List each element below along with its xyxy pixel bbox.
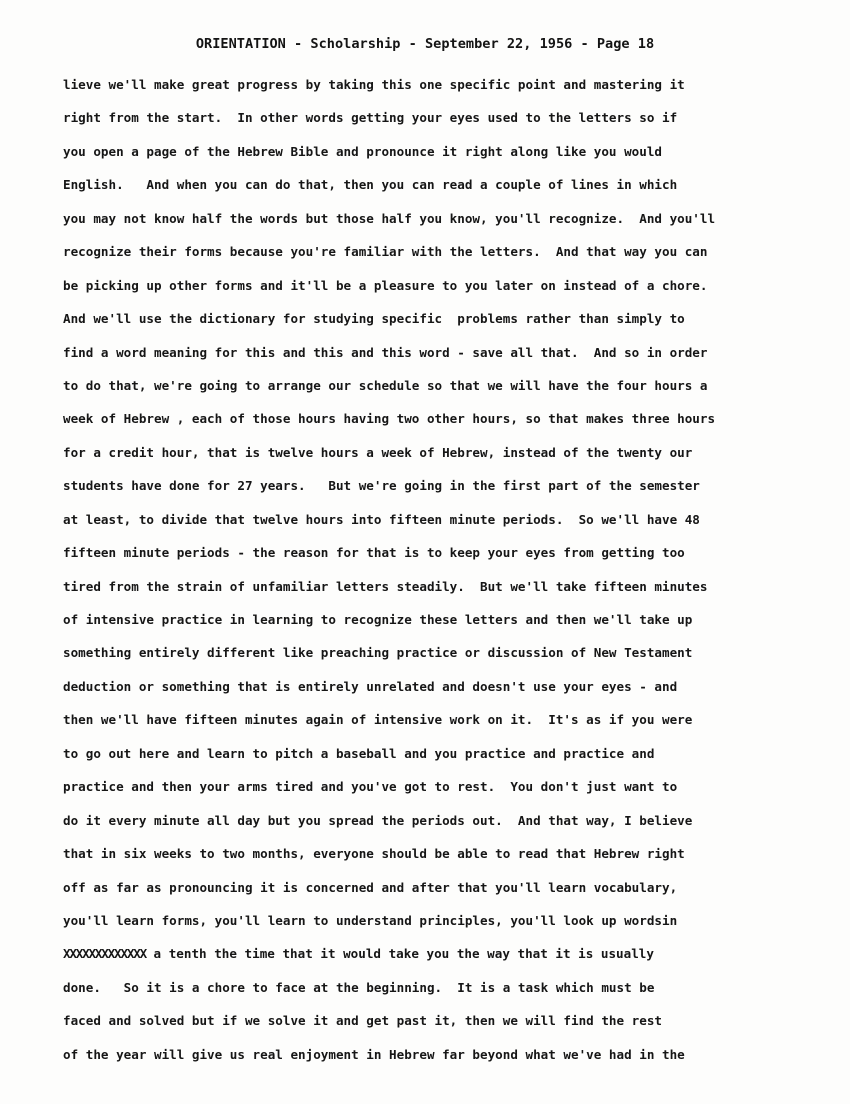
text-line-with-strikeover <box>63 937 803 970</box>
typed-strikeover: XXXXXXXXXXXXX <box>63 946 146 962</box>
text-line: right from the start. In other words getting your eyes used to the letters so if <box>63 110 678 126</box>
text-line: faced and solved but if we solve it and get past it, then we will find the rest <box>63 1013 662 1029</box>
text-line: of intensive practice in learning to recognize these letters and then we'll take up <box>63 612 693 627</box>
text-line: week of Hebrew , each of those hours having two other hours, so that makes three hours <box>63 411 716 427</box>
text-line: practice and then your arms tired and you've got to rest. You don't just want to <box>63 779 678 795</box>
text-line: And we'll use the dictionary for studying specific problems rather than simply to <box>63 311 685 327</box>
text-line: of the year will give us real enjoyment in Hebrew far beyond what we've had in the <box>63 1046 685 1062</box>
text-line: deduction or something that is entirely unrelated and doesn't use your eyes - and <box>63 678 678 694</box>
text-line: tired from the strain of unfamiliar letters steadily. But we'll take fifteen minutes <box>63 578 708 594</box>
page-header: ORIENTATION - Scholarship - September 22, 1956 - Page 18 <box>195 36 655 52</box>
text-line-continuation: a tenth the time that it would take you the way that it is usually <box>145 946 654 962</box>
text-line: English. And when you can do that, then you can read a couple of lines in which <box>63 177 678 193</box>
text-line: to do that, we're going to arrange our schedule so that we will have the four hours a <box>63 377 708 393</box>
text-line: lieve we'll make great progress by taking this one specific point and mastering it <box>63 77 685 92</box>
text-line: to go out here and learn to pitch a baseball and you practice and practice and <box>63 745 655 761</box>
text-line: you open a page of the Hebrew Bible and pronounce it right along like you would <box>63 143 662 159</box>
typed-body-text <box>63 68 803 1071</box>
text-line: do it every minute all day but you spread the periods out. And that way, I believe <box>63 812 693 828</box>
text-line: be picking up other forms and it'll be a pleasure to you later on instead of a chore. <box>63 277 708 293</box>
text-line: you'll learn forms, you'll learn to understand principles, you'll look up wordsin <box>63 912 678 928</box>
text-line: recognize their forms because you're familiar with the letters. And that way you can <box>63 244 708 260</box>
text-line: off as far as pronouncing it is concerned and after that you'll learn vocabulary, <box>63 879 678 895</box>
text-line: then we'll have fifteen minutes again of intensive work on it. It's as if you were <box>63 712 693 728</box>
text-line: at least, to divide that twelve hours into fifteen minute periods. So we'll have 48 <box>63 511 700 527</box>
text-line: fifteen minute periods - the reason for that is to keep your eyes from getting too <box>63 545 685 561</box>
text-line: something entirely different like preaching practice or discussion of New Testament <box>63 645 693 661</box>
text-line: students have done for 27 years. But we're going in the first part of the semester <box>63 478 700 494</box>
text-line: that in six weeks to two months, everyone should be able to read that Hebrew right <box>63 846 685 862</box>
text-line: you may not know half the words but those half you know, you'll recognize. And you'll <box>63 210 716 226</box>
text-line: for a credit hour, that is twelve hours a week of Hebrew, instead of the twenty our <box>63 444 693 460</box>
text-line: find a word meaning for this and this and this word - save all that. And so in order <box>63 344 708 360</box>
text-line: done. So it is a chore to face at the beginning. It is a task which must be <box>63 979 655 995</box>
